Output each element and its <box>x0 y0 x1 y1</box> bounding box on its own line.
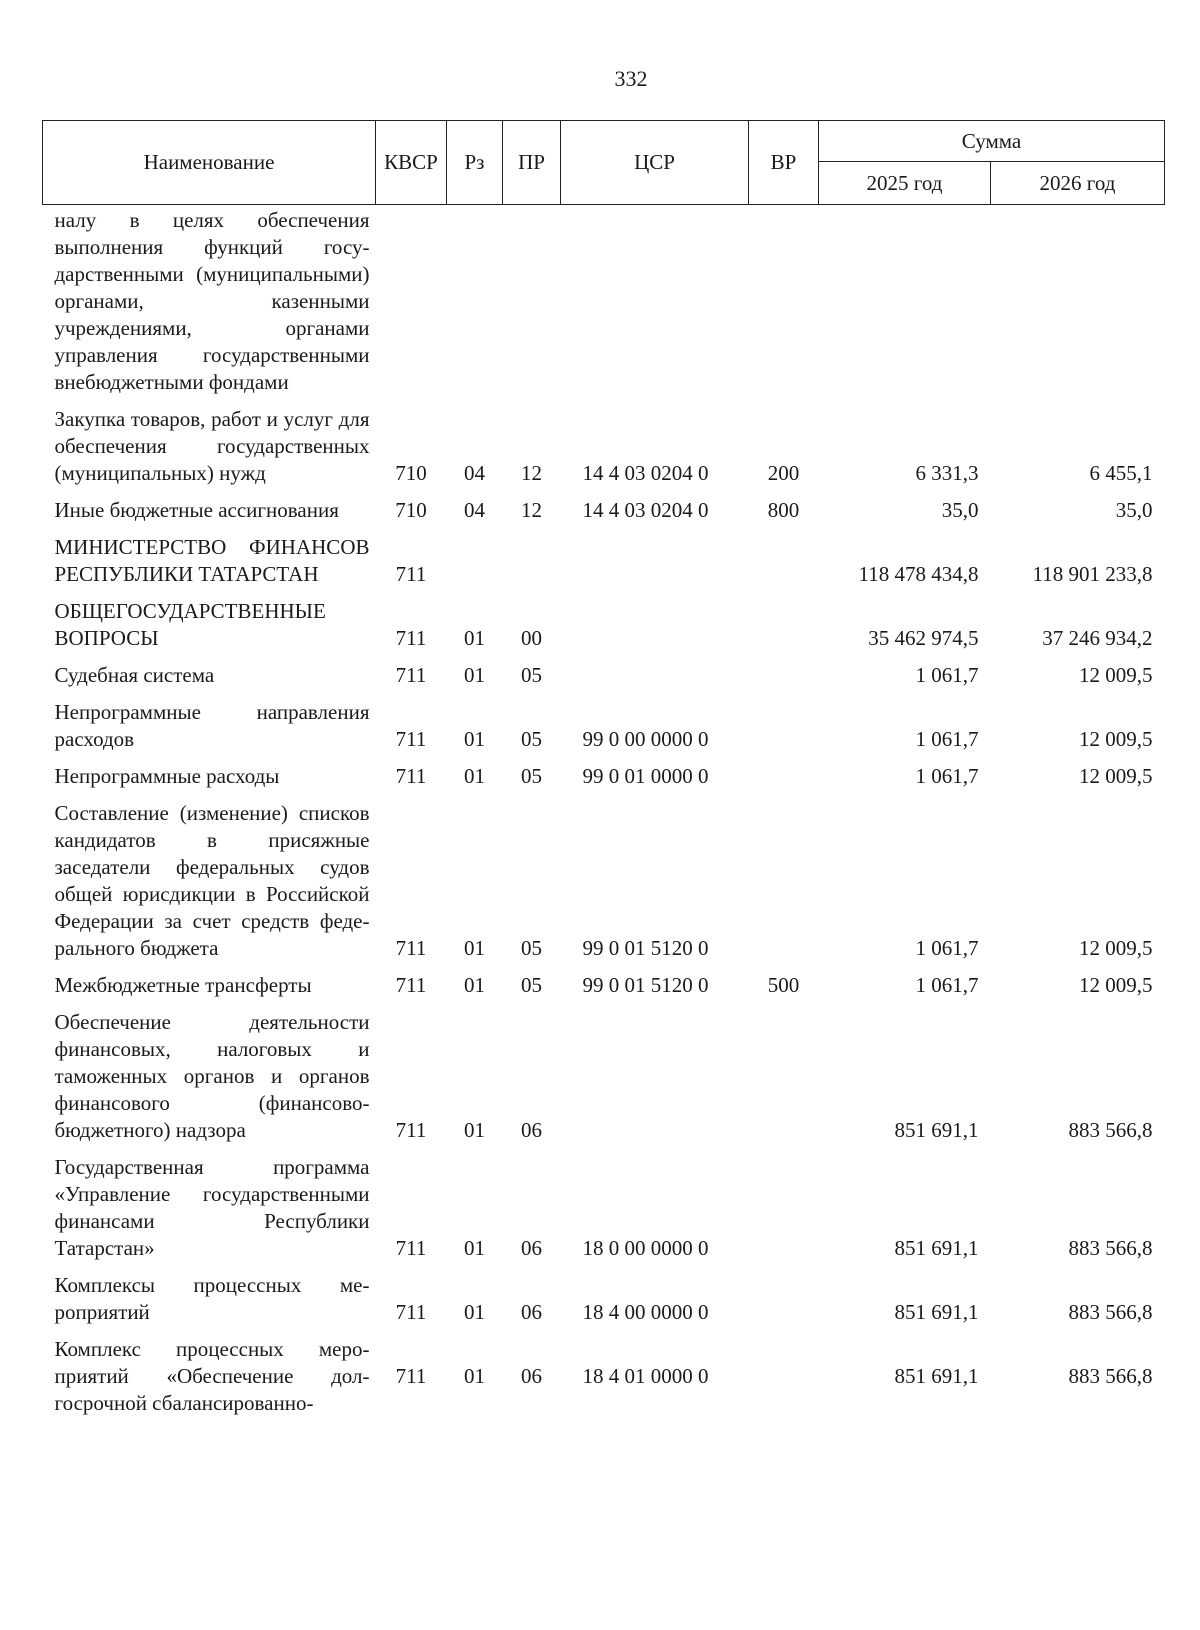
cell-csr <box>561 999 749 1144</box>
cell-rz: 01 <box>464 1236 485 1260</box>
cell-kvsr: 711 <box>395 973 427 997</box>
cell-sum-2025: 35 462 974,5 <box>868 626 979 650</box>
cell-sum-2025: 1 061,7 <box>915 663 979 687</box>
table-row <box>43 790 1165 962</box>
cell-sum-2026: 12 009,5 <box>1079 764 1153 788</box>
cell-rz: 01 <box>464 764 485 788</box>
cell-rz: 04 <box>464 461 485 485</box>
table-row <box>43 689 1165 753</box>
cell-vr: 800 <box>767 498 800 522</box>
cell-name: Комплексы процессных мероприятий <box>54 1273 370 1324</box>
cell-vr <box>749 1144 819 1262</box>
cell-rz: 01 <box>464 626 485 650</box>
cell-vr: 500 <box>767 973 800 997</box>
table-body <box>43 205 1165 1418</box>
cell-sum-2026: 37 246 934,2 <box>1042 626 1153 650</box>
table-row <box>43 524 1165 588</box>
cell-vr <box>749 1326 819 1417</box>
cell-sum-2026: 883 566,8 <box>1068 1236 1153 1260</box>
cell-sum-2026: 12 009,5 <box>1079 727 1153 751</box>
cell-kvsr: 710 <box>395 461 427 485</box>
cell-vr <box>749 689 819 753</box>
header-rz: Рз <box>447 121 503 205</box>
cell-name: Судебная система <box>54 663 215 687</box>
cell-kvsr: 711 <box>395 562 427 586</box>
table-row <box>43 753 1165 790</box>
table-row <box>43 1326 1165 1417</box>
cell-csr: 18 4 00 0000 0 <box>582 1300 709 1324</box>
cell-name: ОБЩЕГОСУДАРСТВЕННЫЕ ВОПРОСЫ <box>54 599 326 650</box>
cell-vr: 200 <box>767 461 800 485</box>
cell-kvsr: 711 <box>395 936 427 960</box>
cell-sum-2025: 851 691,1 <box>894 1236 979 1260</box>
cell-sum-2025: 1 061,7 <box>915 764 979 788</box>
table-row <box>43 652 1165 689</box>
cell-sum-2026: 12 009,5 <box>1079 973 1153 997</box>
cell-csr: 99 0 01 0000 0 <box>582 764 709 788</box>
cell-csr: 18 4 01 0000 0 <box>582 1364 709 1388</box>
cell-sum-2025: 1 061,7 <box>915 727 979 751</box>
table-row <box>43 487 1165 524</box>
table-row <box>43 205 1165 397</box>
cell-sum-2025: 851 691,1 <box>894 1118 979 1142</box>
cell-name: Непрограммные направления расходов <box>54 700 370 751</box>
cell-kvsr: 711 <box>395 764 427 788</box>
cell-vr <box>749 1262 819 1326</box>
cell-rz: 01 <box>464 936 485 960</box>
cell-pr <box>503 205 561 397</box>
cell-vr <box>749 524 819 588</box>
cell-sum-2025 <box>819 205 991 397</box>
cell-sum-2025: 118 478 434,8 <box>858 562 979 586</box>
cell-rz: 01 <box>464 973 485 997</box>
cell-name: Обеспечение деятельности финансовых, налоговых и таможенных органов и органов финансового (финансово-бюджетного) надзора <box>54 1010 370 1142</box>
cell-sum-2025: 1 061,7 <box>915 973 979 997</box>
cell-name: Комплекс процессных мероприятий «Обеспечение долгосрочной сбалансированно- <box>54 1337 370 1415</box>
cell-rz: 01 <box>464 1118 485 1142</box>
table-row <box>43 396 1165 487</box>
cell-rz: 01 <box>464 1364 485 1388</box>
cell-pr: 05 <box>521 764 542 788</box>
cell-kvsr: 711 <box>395 1118 427 1142</box>
header-name: Наименование <box>43 121 376 205</box>
header-sum: Сумма <box>819 121 1165 162</box>
cell-kvsr: 711 <box>395 1364 427 1388</box>
cell-sum-2025: 35,0 <box>941 498 979 522</box>
cell-csr <box>561 205 749 397</box>
cell-pr: 05 <box>521 727 542 751</box>
cell-pr: 05 <box>521 936 542 960</box>
cell-sum-2026: 12 009,5 <box>1079 663 1153 687</box>
cell-pr: 05 <box>521 973 542 997</box>
cell-kvsr: 711 <box>395 663 427 687</box>
cell-kvsr: 711 <box>395 1300 427 1324</box>
cell-sum-2026: 12 009,5 <box>1079 936 1153 960</box>
cell-rz: 04 <box>464 498 485 522</box>
header-vr: ВР <box>749 121 819 205</box>
cell-vr <box>749 790 819 962</box>
cell-sum-2026: 35,0 <box>1115 498 1153 522</box>
cell-name: Закупка товаров, работ и услуг для обеспечения государственных (муниципальных) нужд <box>54 407 370 485</box>
header-kvsr: КВСР <box>376 121 447 205</box>
cell-pr: 06 <box>521 1236 542 1260</box>
cell-pr: 06 <box>521 1364 542 1388</box>
cell-kvsr: 711 <box>395 626 427 650</box>
cell-name: Межбюджетные трансферты <box>54 973 312 997</box>
cell-name: налу в целях обеспечения выполнения функций государственными (муниципальными) органами, казенными учреждениями, органами управления государственными внебюджетными фондами <box>54 208 370 394</box>
cell-sum-2025: 851 691,1 <box>894 1364 979 1388</box>
cell-sum-2026: 883 566,8 <box>1068 1118 1153 1142</box>
table-row <box>43 1144 1165 1262</box>
cell-pr <box>503 524 561 588</box>
table-row <box>43 999 1165 1144</box>
cell-csr: 18 0 00 0000 0 <box>582 1236 709 1260</box>
cell-rz <box>447 524 503 588</box>
cell-rz: 01 <box>464 663 485 687</box>
cell-rz <box>447 205 503 397</box>
header-csr: ЦСР <box>561 121 749 205</box>
cell-vr <box>749 205 819 397</box>
cell-name: МИНИСТЕРСТВО ФИНАНСОВ РЕСПУБЛИКИ ТАТАРСТАН <box>54 535 370 586</box>
cell-csr: 99 0 00 0000 0 <box>582 727 709 751</box>
cell-kvsr: 711 <box>395 1236 427 1260</box>
header-year-2026: 2026 год <box>991 162 1165 205</box>
header-year-2025: 2025 год <box>819 162 991 205</box>
cell-csr <box>561 524 749 588</box>
header-pr: ПР <box>503 121 561 205</box>
table-row <box>43 588 1165 652</box>
cell-pr: 12 <box>521 498 542 522</box>
cell-pr: 00 <box>521 626 542 650</box>
cell-sum-2026: 6 455,1 <box>1089 461 1153 485</box>
cell-csr <box>561 652 749 689</box>
table-row <box>43 962 1165 999</box>
cell-csr: 99 0 01 5120 0 <box>582 973 709 997</box>
cell-vr <box>749 652 819 689</box>
cell-sum-2025: 6 331,3 <box>915 461 979 485</box>
cell-kvsr <box>376 205 447 397</box>
table-header <box>43 121 1165 205</box>
cell-sum-2026 <box>991 205 1165 397</box>
table-row <box>43 1262 1165 1326</box>
cell-sum-2026: 883 566,8 <box>1068 1300 1153 1324</box>
budget-table <box>42 120 1165 1417</box>
cell-sum-2025: 851 691,1 <box>894 1300 979 1324</box>
cell-csr <box>561 588 749 652</box>
cell-pr: 06 <box>521 1118 542 1142</box>
cell-csr: 14 4 03 0204 0 <box>582 461 709 485</box>
cell-sum-2026: 118 901 233,8 <box>1032 562 1153 586</box>
cell-vr <box>749 753 819 790</box>
cell-pr: 12 <box>521 461 542 485</box>
cell-rz: 01 <box>464 727 485 751</box>
cell-sum-2025: 1 061,7 <box>915 936 979 960</box>
cell-name: Государственная программа «Управление государственными финансами Республики Татарстан» <box>54 1155 370 1260</box>
cell-name: Иные бюджетные ассигнования <box>54 498 339 522</box>
cell-pr: 05 <box>521 663 542 687</box>
cell-kvsr: 711 <box>395 727 427 751</box>
cell-vr <box>749 588 819 652</box>
cell-csr: 14 4 03 0204 0 <box>582 498 709 522</box>
cell-name: Составление (изменение) списков кандидатов в присяжные заседатели федеральных судов общей юрисдикции в Российской Федерации за счет средств федерального бюджета <box>54 801 370 960</box>
cell-vr <box>749 999 819 1144</box>
cell-kvsr: 710 <box>395 498 427 522</box>
page-number: 332 <box>614 66 648 91</box>
cell-sum-2026: 883 566,8 <box>1068 1364 1153 1388</box>
cell-name: Непрограммные расходы <box>54 764 280 788</box>
cell-rz: 01 <box>464 1300 485 1324</box>
cell-pr: 06 <box>521 1300 542 1324</box>
cell-csr: 99 0 01 5120 0 <box>582 936 709 960</box>
